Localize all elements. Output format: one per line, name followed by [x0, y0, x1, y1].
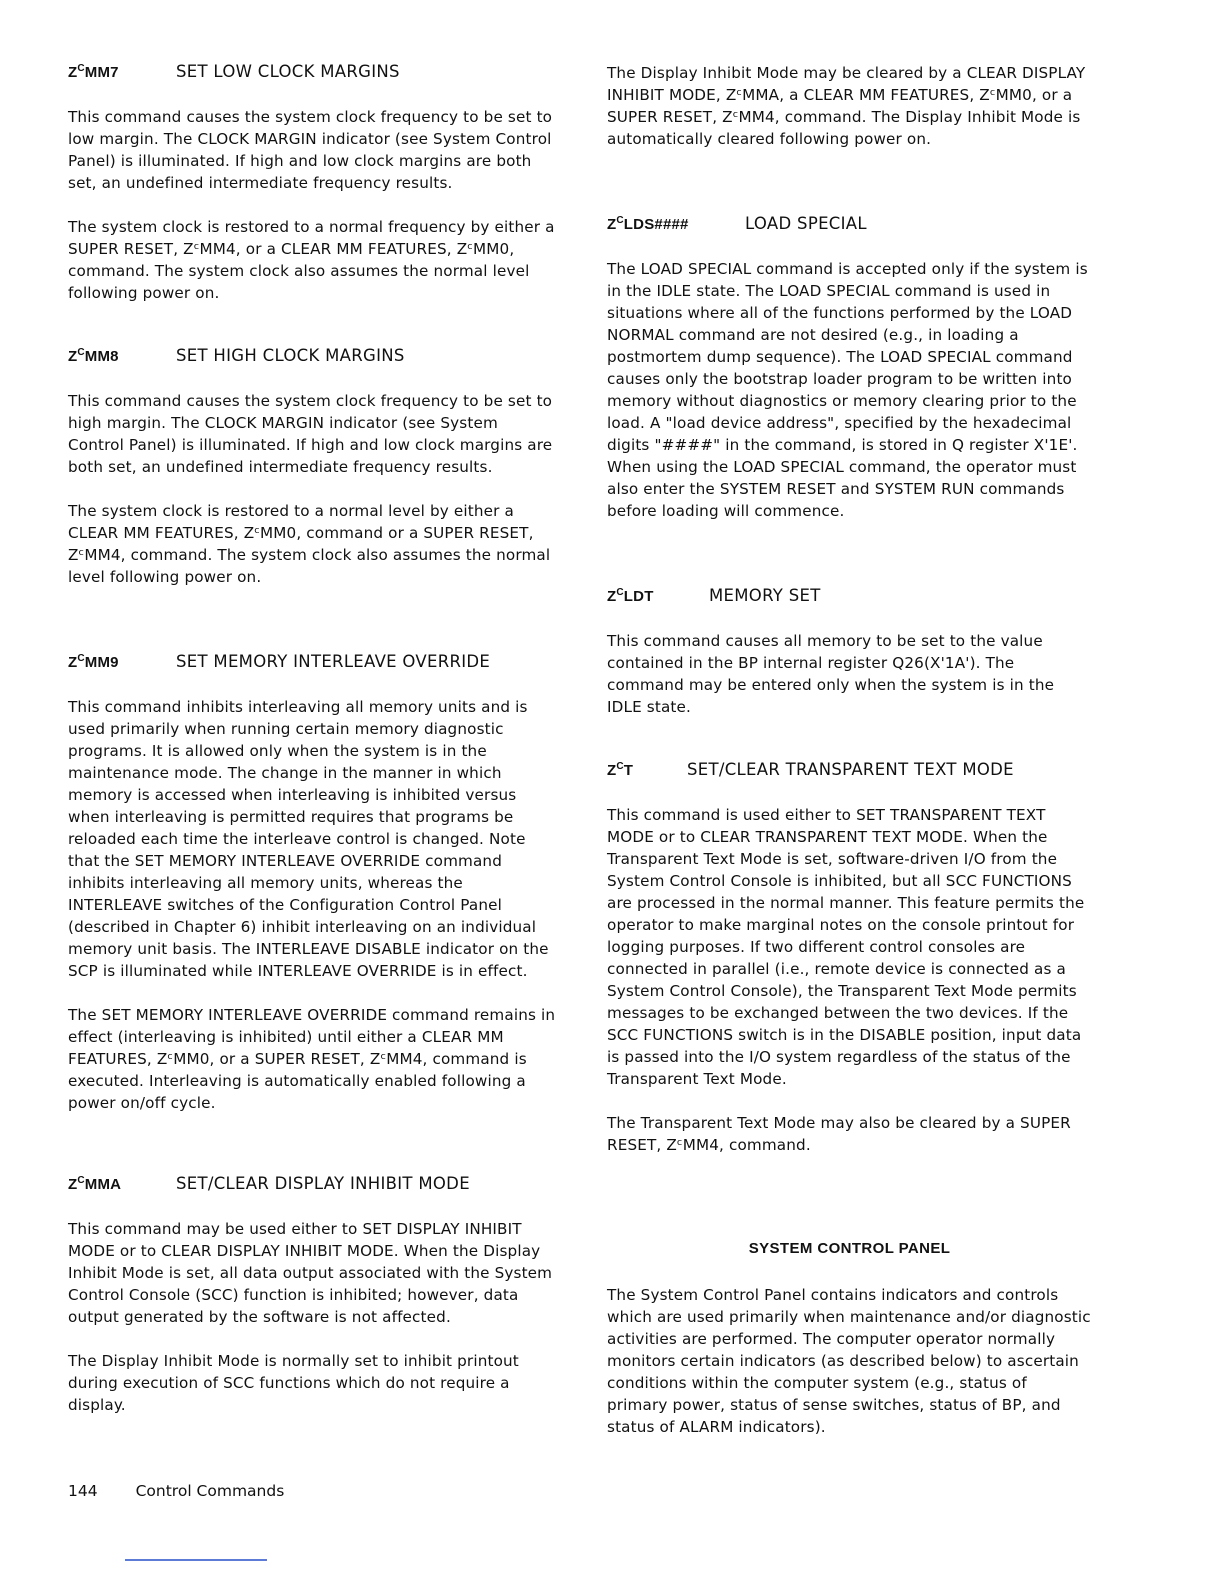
paragraph: The Display Inhibit Mode may be cleared by a CLEAR DISPLAY INHIBIT MODE, ZᶜMMA, a CLEAR MM FEATURES, ZᶜMM0, or a SUPER RESET, ZᶜMM4, command. The Display Inhibit Mode is automatically cleared following power on.	[607, 64, 1086, 148]
command-title: SET HIGH CLOCK MARGINS	[176, 346, 405, 365]
command-code: $Z^CMM7$	[68, 63, 119, 81]
command-header	[68, 346, 558, 370]
paragraph: This command may be used either to SET DISPLAY INHIBIT MODE or to CLEAR DISPLAY INHIBIT MODE. When the Display Inhibit Mode is set, all data output associated with the System Control Console (SCC) function is inhibited; however, data output generated by the software is not affected.	[68, 1220, 553, 1326]
paragraph: This command is used either to SET TRANSPARENT TEXT MODE or to CLEAR TRANSPARENT TEXT MODE. When the Transparent Text Mode is set, software-driven I/O from the System Control Console is inhibited, but all SCC FUNCTIONS are processed in the normal manner. This feature permits the operator to make marginal notes on the console printout for logging purposes. If two different control consoles are connected in parallel (i.e., remote device is connected as a System Control Console), the Transparent Text Mode permits messages to be exchanged between the two devices. If the SCC FUNCTIONS switch is in the DISABLE position, input data is passed into the I/O system regardless of the status of the Transparent Text Mode.	[607, 806, 1085, 1088]
command-header	[68, 1174, 558, 1198]
page-number: 144	[68, 1482, 98, 1500]
paragraph: The SET MEMORY INTERLEAVE OVERRIDE command remains in effect (interleaving is inhibited) until either a CLEAR MM FEATURES, ZᶜMM0, or a SUPER RESET, ZᶜMM4, command is executed. Interleaving is automatically enabled following a power on/off cycle.	[68, 1006, 556, 1112]
command-code: $Z^CT$	[607, 761, 634, 779]
paragraph: The Display Inhibit Mode is normally set to inhibit printout during execution of SCC functions which do not require a display.	[68, 1352, 519, 1414]
paragraph: The system clock is restored to a normal frequency by either a SUPER RESET, ZᶜMM4, or a CLEAR MM FEATURES, ZᶜMM0, command. The system clock also assumes the normal level following power on.	[68, 218, 555, 302]
command-code: $Z^CLDT$	[607, 587, 654, 605]
paragraph: This command causes the system clock frequency to be set to low margin. The CLOCK MARGIN indicator (see System Control Panel) is illuminated. If high and low clock margins are both set, an undefined intermediate frequency results.	[68, 108, 553, 192]
command-mm9	[68, 652, 558, 1114]
command-code: $Z^CLDS\#\#\#\#$	[607, 215, 689, 233]
section-system-control-panel	[607, 1284, 1092, 1438]
paragraph: The system clock is restored to a normal level by either a CLEAR MM FEATURES, ZᶜMM0, command or a SUPER RESET, ZᶜMM4, command. The system clock also assumes the normal level following power on.	[68, 502, 551, 586]
footer-rule	[125, 1559, 267, 1561]
command-title: LOAD SPECIAL	[745, 214, 867, 233]
command-title: MEMORY SET	[709, 586, 821, 605]
command-code: $Z^CMM9$	[68, 653, 119, 671]
command-t	[607, 760, 1092, 1156]
paragraph: The Transparent Text Mode may also be cleared by a SUPER RESET, ZᶜMM4, command.	[607, 1114, 1071, 1154]
command-mm8	[68, 346, 558, 588]
command-mma-continued	[607, 62, 1092, 150]
command-header	[68, 652, 558, 676]
command-title: SET LOW CLOCK MARGINS	[176, 62, 400, 81]
paragraph: The LOAD SPECIAL command is accepted only if the system is in the IDLE state. The LOAD SPECIAL command is used in situations where all of the functions performed by the LOAD NORMAL command are not desired (e.g., in loading a postmortem dump sequence). The LOAD SPECIAL command causes only the bootstrap loader program to be written into memory without diagnostics or memory clearing prior to the load. A "load device address", specified by the hexadecimal digits "####" in the command, is stored in Q register X'1E'. When using the LOAD SPECIAL command, the operator must also enter the SYSTEM RESET and SYSTEM RUN commands before loading will commence.	[607, 260, 1088, 520]
command-header	[607, 586, 1092, 610]
command-header	[607, 760, 1092, 784]
command-mma	[68, 1174, 558, 1416]
command-ldt	[607, 586, 1092, 718]
command-code: $Z^CMMA$	[68, 1175, 122, 1193]
footer-section-title: Control Commands	[135, 1482, 285, 1500]
command-lds	[607, 214, 1092, 522]
command-title: SET/CLEAR TRANSPARENT TEXT MODE	[687, 760, 1014, 779]
page-footer	[68, 1482, 284, 1500]
command-header	[607, 214, 1092, 238]
command-mm7	[68, 62, 558, 304]
command-header	[68, 62, 558, 86]
paragraph: The System Control Panel contains indicators and controls which are used primarily when maintenance and/or diagnostic activities are performed. The computer operator normally monitors certain indicators (as described below) to ascertain conditions within the computer system (e.g., status of primary power, status of sense switches, status of BP, and status of ALARM indicators).	[607, 1286, 1091, 1436]
paragraph: This command inhibits interleaving all memory units and is used primarily when running certain memory diagnostic programs. It is allowed only when the system is in the maintenance mode. The change in the manner in which memory is accessed when interleaving is inhibited versus when interleaving is permitted requires that programs be reloaded each time the interleave control is changed. Note that the SET MEMORY INTERLEAVE OVERRIDE command inhibits interleaving all memory units, whereas the INTERLEAVE switches of the Configuration Control Panel (described in Chapter 6) inhibit interleaving on an individual memory unit basis. The INTERLEAVE DISABLE indicator on the SCP is illuminated while INTERLEAVE OVERRIDE is in effect.	[68, 698, 549, 980]
paragraph: This command causes the system clock frequency to be set to high margin. The CLOCK MARGIN indicator (see System Control Panel) is illuminated. If high and low clock margins are both set, an undefined intermediate frequency results.	[68, 392, 553, 476]
section-heading: SYSTEM CONTROL PANEL	[748, 1240, 951, 1257]
command-title: SET/CLEAR DISPLAY INHIBIT MODE	[176, 1174, 470, 1193]
command-code: $Z^CMM8$	[68, 347, 119, 365]
command-title: SET MEMORY INTERLEAVE OVERRIDE	[176, 652, 491, 671]
paragraph: This command causes all memory to be set to the value contained in the BP internal register Q26(X'1A'). The command may be entered only when the system is in the IDLE state.	[607, 632, 1055, 716]
